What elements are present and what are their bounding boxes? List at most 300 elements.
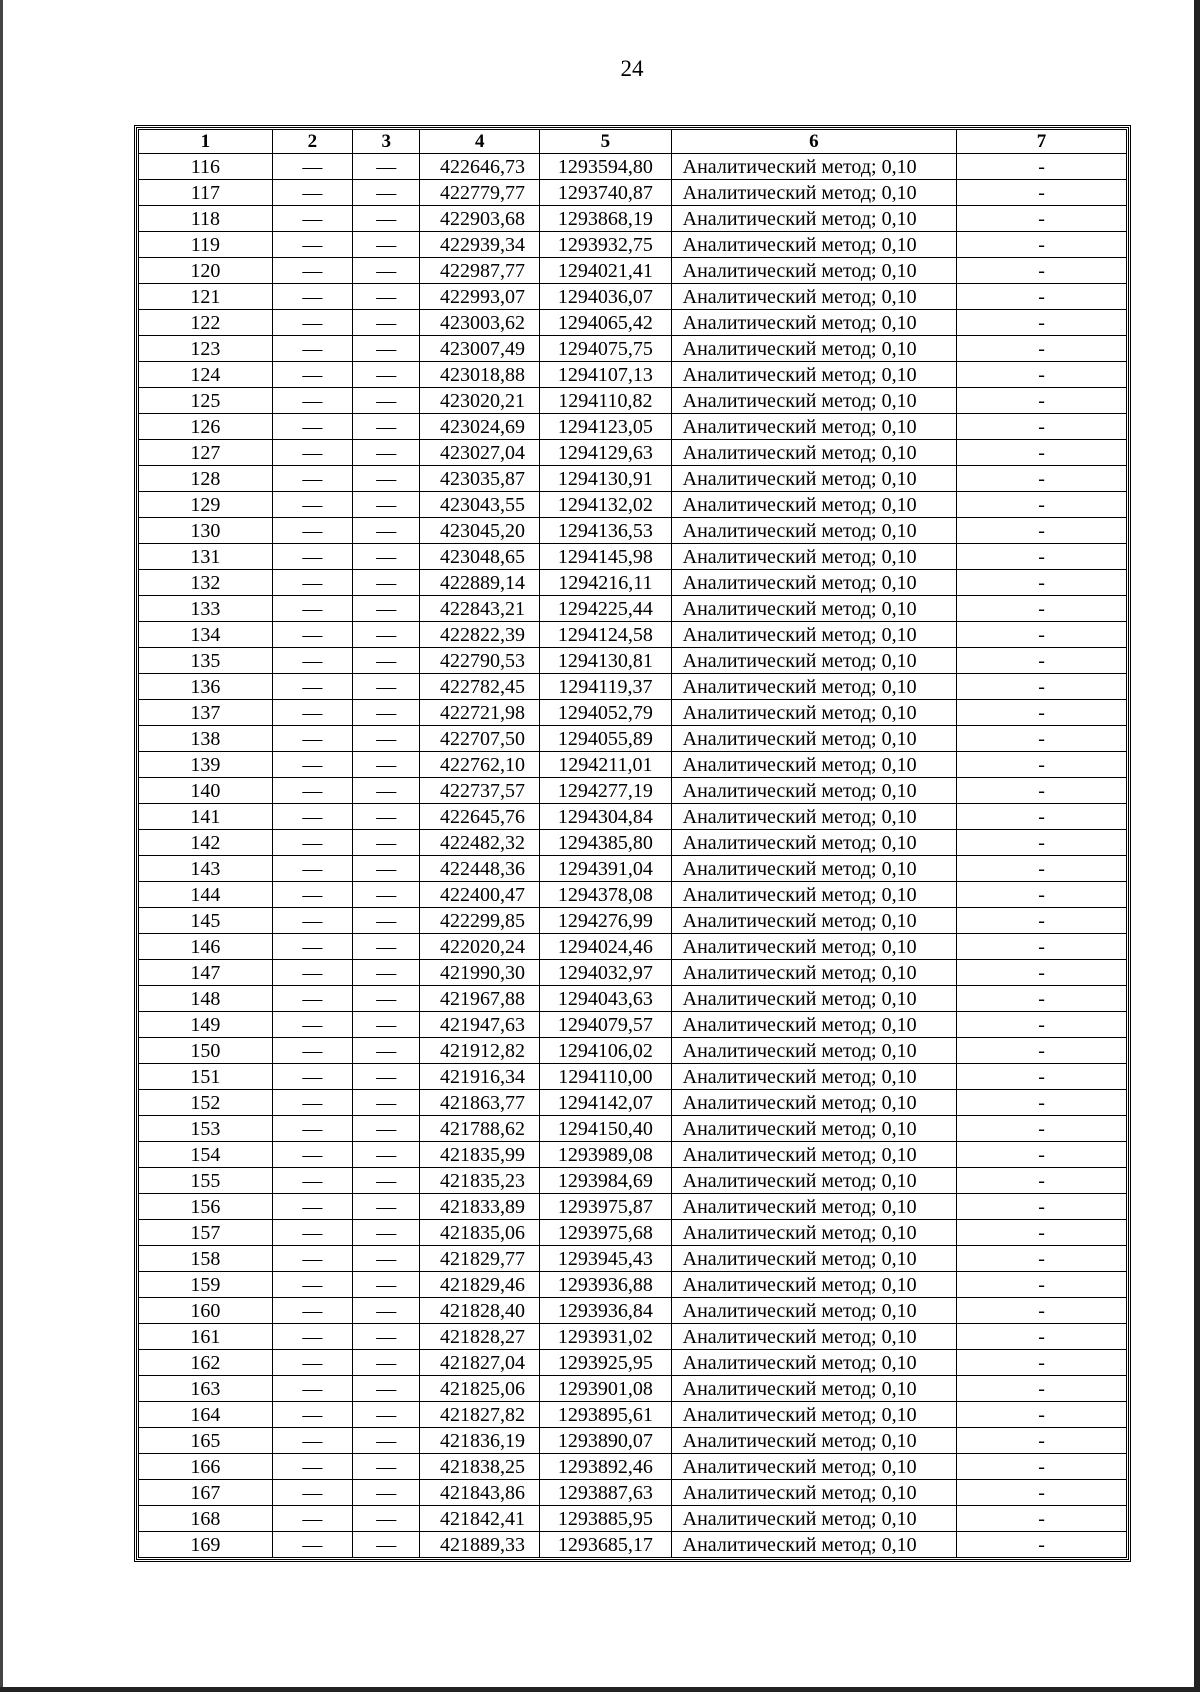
point-number-cell: 152 <box>139 1090 273 1116</box>
method-accuracy-cell: Аналитический метод; 0,10 <box>671 1194 956 1220</box>
y-coordinate-cell: 1294075,75 <box>540 336 672 362</box>
col3-cell: — <box>353 830 420 856</box>
col7-cell: - <box>957 1246 1127 1272</box>
point-number-cell: 121 <box>139 284 273 310</box>
point-number-cell: 158 <box>139 1246 273 1272</box>
col2-cell: — <box>272 856 352 882</box>
col3-cell: — <box>353 1090 420 1116</box>
col7-cell: - <box>957 752 1127 778</box>
point-number-cell: 134 <box>139 622 273 648</box>
col2-cell: — <box>272 1454 352 1480</box>
method-accuracy-cell: Аналитический метод; 0,10 <box>671 1428 956 1454</box>
method-accuracy-cell: Аналитический метод; 0,10 <box>671 1480 956 1506</box>
table-row <box>139 310 1127 336</box>
col7-cell: - <box>957 674 1127 700</box>
point-number-cell: 147 <box>139 960 273 986</box>
table-row <box>139 206 1127 232</box>
x-coordinate-cell: 423007,49 <box>420 336 540 362</box>
point-number-cell: 145 <box>139 908 273 934</box>
col3-cell: — <box>353 310 420 336</box>
method-accuracy-cell: Аналитический метод; 0,10 <box>671 596 956 622</box>
col3-cell: — <box>353 1116 420 1142</box>
y-coordinate-cell: 1293984,69 <box>540 1168 672 1194</box>
col2-cell: — <box>272 752 352 778</box>
col7-cell: - <box>957 1532 1127 1558</box>
col3-cell: — <box>353 1454 420 1480</box>
y-coordinate-cell: 1294110,82 <box>540 388 672 414</box>
point-number-cell: 149 <box>139 1012 273 1038</box>
table-row <box>139 1428 1127 1454</box>
y-coordinate-cell: 1293936,84 <box>540 1298 672 1324</box>
point-number-cell: 123 <box>139 336 273 362</box>
point-number-cell: 144 <box>139 882 273 908</box>
col7-cell: - <box>957 856 1127 882</box>
column-header-2: 2 <box>272 130 352 154</box>
y-coordinate-cell: 1294055,89 <box>540 726 672 752</box>
col7-cell: - <box>957 960 1127 986</box>
col7-cell: - <box>957 700 1127 726</box>
col2-cell: — <box>272 596 352 622</box>
y-coordinate-cell: 1294021,41 <box>540 258 672 284</box>
point-number-cell: 153 <box>139 1116 273 1142</box>
table-row <box>139 232 1127 258</box>
col7-cell: - <box>957 726 1127 752</box>
method-accuracy-cell: Аналитический метод; 0,10 <box>671 934 956 960</box>
table-row <box>139 856 1127 882</box>
col2-cell: — <box>272 284 352 310</box>
method-accuracy-cell: Аналитический метод; 0,10 <box>671 1064 956 1090</box>
x-coordinate-cell: 422020,24 <box>420 934 540 960</box>
table-row <box>139 388 1127 414</box>
x-coordinate-cell: 421889,33 <box>420 1532 540 1558</box>
point-number-cell: 166 <box>139 1454 273 1480</box>
col7-cell: - <box>957 180 1127 206</box>
point-number-cell: 133 <box>139 596 273 622</box>
x-coordinate-cell: 422299,85 <box>420 908 540 934</box>
point-number-cell: 164 <box>139 1402 273 1428</box>
method-accuracy-cell: Аналитический метод; 0,10 <box>671 830 956 856</box>
table-row <box>139 284 1127 310</box>
y-coordinate-cell: 1294119,37 <box>540 674 672 700</box>
col2-cell: — <box>272 466 352 492</box>
method-accuracy-cell: Аналитический метод; 0,10 <box>671 1246 956 1272</box>
x-coordinate-cell: 421990,30 <box>420 960 540 986</box>
x-coordinate-cell: 422987,77 <box>420 258 540 284</box>
col3-cell: — <box>353 414 420 440</box>
y-coordinate-cell: 1294385,80 <box>540 830 672 856</box>
point-number-cell: 141 <box>139 804 273 830</box>
col3-cell: — <box>353 232 420 258</box>
point-number-cell: 120 <box>139 258 273 284</box>
point-number-cell: 129 <box>139 492 273 518</box>
table-row <box>139 258 1127 284</box>
coordinates-table-frame <box>134 125 1131 1562</box>
x-coordinate-cell: 422889,14 <box>420 570 540 596</box>
col3-cell: — <box>353 960 420 986</box>
point-number-cell: 163 <box>139 1376 273 1402</box>
table-row <box>139 726 1127 752</box>
point-number-cell: 126 <box>139 414 273 440</box>
method-accuracy-cell: Аналитический метод; 0,10 <box>671 1532 956 1558</box>
y-coordinate-cell: 1293892,46 <box>540 1454 672 1480</box>
col2-cell: — <box>272 726 352 752</box>
x-coordinate-cell: 421829,77 <box>420 1246 540 1272</box>
point-number-cell: 130 <box>139 518 273 544</box>
col3-cell: — <box>353 1506 420 1532</box>
col7-cell: - <box>957 154 1127 180</box>
col3-cell: — <box>353 934 420 960</box>
table-row <box>139 1220 1127 1246</box>
col2-cell: — <box>272 908 352 934</box>
y-coordinate-cell: 1294276,99 <box>540 908 672 934</box>
col3-cell: — <box>353 1298 420 1324</box>
scan-edge-left <box>0 0 3 1692</box>
y-coordinate-cell: 1294032,97 <box>540 960 672 986</box>
method-accuracy-cell: Аналитический метод; 0,10 <box>671 1454 956 1480</box>
col7-cell: - <box>957 1480 1127 1506</box>
col2-cell: — <box>272 622 352 648</box>
x-coordinate-cell: 422779,77 <box>420 180 540 206</box>
y-coordinate-cell: 1294150,40 <box>540 1116 672 1142</box>
coordinates-table <box>138 129 1127 1558</box>
point-number-cell: 159 <box>139 1272 273 1298</box>
col2-cell: — <box>272 180 352 206</box>
col3-cell: — <box>353 284 420 310</box>
col3-cell: — <box>353 778 420 804</box>
y-coordinate-cell: 1293901,08 <box>540 1376 672 1402</box>
method-accuracy-cell: Аналитический метод; 0,10 <box>671 492 956 518</box>
method-accuracy-cell: Аналитический метод; 0,10 <box>671 882 956 908</box>
col3-cell: — <box>353 1272 420 1298</box>
col7-cell: - <box>957 882 1127 908</box>
col7-cell: - <box>957 232 1127 258</box>
col7-cell: - <box>957 1324 1127 1350</box>
table-row <box>139 1454 1127 1480</box>
col7-cell: - <box>957 778 1127 804</box>
table-row <box>139 1142 1127 1168</box>
x-coordinate-cell: 422843,21 <box>420 596 540 622</box>
x-coordinate-cell: 421825,06 <box>420 1376 540 1402</box>
col7-cell: - <box>957 310 1127 336</box>
column-header-1: 1 <box>139 130 273 154</box>
col3-cell: — <box>353 570 420 596</box>
col7-cell: - <box>957 388 1127 414</box>
x-coordinate-cell: 421947,63 <box>420 1012 540 1038</box>
col7-cell: - <box>957 284 1127 310</box>
point-number-cell: 150 <box>139 1038 273 1064</box>
x-coordinate-cell: 421835,06 <box>420 1220 540 1246</box>
col2-cell: — <box>272 1142 352 1168</box>
col2-cell: — <box>272 206 352 232</box>
col3-cell: — <box>353 856 420 882</box>
table-row <box>139 1116 1127 1142</box>
table-row <box>139 1012 1127 1038</box>
y-coordinate-cell: 1293868,19 <box>540 206 672 232</box>
point-number-cell: 128 <box>139 466 273 492</box>
table-row <box>139 1402 1127 1428</box>
point-number-cell: 154 <box>139 1142 273 1168</box>
x-coordinate-cell: 423003,62 <box>420 310 540 336</box>
point-number-cell: 135 <box>139 648 273 674</box>
method-accuracy-cell: Аналитический метод; 0,10 <box>671 1142 956 1168</box>
col2-cell: — <box>272 778 352 804</box>
point-number-cell: 122 <box>139 310 273 336</box>
column-header-5: 5 <box>540 130 672 154</box>
method-accuracy-cell: Аналитический метод; 0,10 <box>671 856 956 882</box>
y-coordinate-cell: 1294079,57 <box>540 1012 672 1038</box>
col7-cell: - <box>957 1194 1127 1220</box>
table-row <box>139 362 1127 388</box>
col3-cell: — <box>353 1532 420 1558</box>
table-row <box>139 934 1127 960</box>
table-row <box>139 1350 1127 1376</box>
col2-cell: — <box>272 960 352 986</box>
point-number-cell: 132 <box>139 570 273 596</box>
y-coordinate-cell: 1294107,13 <box>540 362 672 388</box>
x-coordinate-cell: 422645,76 <box>420 804 540 830</box>
x-coordinate-cell: 421863,77 <box>420 1090 540 1116</box>
table-row <box>139 986 1127 1012</box>
table-row <box>139 1298 1127 1324</box>
table-row <box>139 804 1127 830</box>
point-number-cell: 139 <box>139 752 273 778</box>
x-coordinate-cell: 421843,86 <box>420 1480 540 1506</box>
method-accuracy-cell: Аналитический метод; 0,10 <box>671 622 956 648</box>
col2-cell: — <box>272 492 352 518</box>
col7-cell: - <box>957 1428 1127 1454</box>
y-coordinate-cell: 1294106,02 <box>540 1038 672 1064</box>
y-coordinate-cell: 1293925,95 <box>540 1350 672 1376</box>
y-coordinate-cell: 1293975,68 <box>540 1220 672 1246</box>
table-row <box>139 492 1127 518</box>
col7-cell: - <box>957 830 1127 856</box>
scan-edge-bottom <box>0 1687 1200 1692</box>
x-coordinate-cell: 421835,23 <box>420 1168 540 1194</box>
point-number-cell: 137 <box>139 700 273 726</box>
table-row <box>139 700 1127 726</box>
col7-cell: - <box>957 466 1127 492</box>
x-coordinate-cell: 421833,89 <box>420 1194 540 1220</box>
col2-cell: — <box>272 648 352 674</box>
point-number-cell: 162 <box>139 1350 273 1376</box>
x-coordinate-cell: 422482,32 <box>420 830 540 856</box>
col3-cell: — <box>353 726 420 752</box>
point-number-cell: 157 <box>139 1220 273 1246</box>
col7-cell: - <box>957 440 1127 466</box>
table-row <box>139 1090 1127 1116</box>
scan-edge-right <box>1194 0 1200 1692</box>
col7-cell: - <box>957 1168 1127 1194</box>
col3-cell: — <box>353 596 420 622</box>
method-accuracy-cell: Аналитический метод; 0,10 <box>671 232 956 258</box>
col7-cell: - <box>957 1064 1127 1090</box>
col3-cell: — <box>353 674 420 700</box>
col2-cell: — <box>272 700 352 726</box>
point-number-cell: 116 <box>139 154 273 180</box>
table-row <box>139 622 1127 648</box>
x-coordinate-cell: 422790,53 <box>420 648 540 674</box>
col2-cell: — <box>272 1376 352 1402</box>
y-coordinate-cell: 1294145,98 <box>540 544 672 570</box>
method-accuracy-cell: Аналитический метод; 0,10 <box>671 440 956 466</box>
method-accuracy-cell: Аналитический метод; 0,10 <box>671 986 956 1012</box>
col3-cell: — <box>353 648 420 674</box>
col7-cell: - <box>957 492 1127 518</box>
method-accuracy-cell: Аналитический метод; 0,10 <box>671 700 956 726</box>
col2-cell: — <box>272 1012 352 1038</box>
col3-cell: — <box>353 544 420 570</box>
col2-cell: — <box>272 830 352 856</box>
col2-cell: — <box>272 1324 352 1350</box>
method-accuracy-cell: Аналитический метод; 0,10 <box>671 388 956 414</box>
x-coordinate-cell: 422762,10 <box>420 752 540 778</box>
col2-cell: — <box>272 518 352 544</box>
y-coordinate-cell: 1294277,19 <box>540 778 672 804</box>
col3-cell: — <box>353 1246 420 1272</box>
col7-cell: - <box>957 622 1127 648</box>
point-number-cell: 160 <box>139 1298 273 1324</box>
col7-cell: - <box>957 1350 1127 1376</box>
y-coordinate-cell: 1293945,43 <box>540 1246 672 1272</box>
table-row <box>139 1168 1127 1194</box>
y-coordinate-cell: 1293887,63 <box>540 1480 672 1506</box>
x-coordinate-cell: 421829,46 <box>420 1272 540 1298</box>
table-row <box>139 1038 1127 1064</box>
x-coordinate-cell: 421967,88 <box>420 986 540 1012</box>
col2-cell: — <box>272 1168 352 1194</box>
method-accuracy-cell: Аналитический метод; 0,10 <box>671 778 956 804</box>
y-coordinate-cell: 1294052,79 <box>540 700 672 726</box>
method-accuracy-cell: Аналитический метод; 0,10 <box>671 518 956 544</box>
col7-cell: - <box>957 570 1127 596</box>
method-accuracy-cell: Аналитический метод; 0,10 <box>671 154 956 180</box>
method-accuracy-cell: Аналитический метод; 0,10 <box>671 1506 956 1532</box>
x-coordinate-cell: 421842,41 <box>420 1506 540 1532</box>
x-coordinate-cell: 423020,21 <box>420 388 540 414</box>
table-row <box>139 674 1127 700</box>
y-coordinate-cell: 1294132,02 <box>540 492 672 518</box>
x-coordinate-cell: 421827,82 <box>420 1402 540 1428</box>
y-coordinate-cell: 1294036,07 <box>540 284 672 310</box>
col3-cell: — <box>353 804 420 830</box>
method-accuracy-cell: Аналитический метод; 0,10 <box>671 1376 956 1402</box>
col2-cell: — <box>272 934 352 960</box>
col7-cell: - <box>957 414 1127 440</box>
x-coordinate-cell: 421827,04 <box>420 1350 540 1376</box>
col2-cell: — <box>272 414 352 440</box>
y-coordinate-cell: 1293685,17 <box>540 1532 672 1558</box>
col7-cell: - <box>957 362 1127 388</box>
col3-cell: — <box>353 1038 420 1064</box>
y-coordinate-cell: 1293931,02 <box>540 1324 672 1350</box>
table-row <box>139 154 1127 180</box>
table-row <box>139 1532 1127 1558</box>
x-coordinate-cell: 422400,47 <box>420 882 540 908</box>
col3-cell: — <box>353 336 420 362</box>
x-coordinate-cell: 422707,50 <box>420 726 540 752</box>
col2-cell: — <box>272 1064 352 1090</box>
point-number-cell: 140 <box>139 778 273 804</box>
x-coordinate-cell: 422822,39 <box>420 622 540 648</box>
y-coordinate-cell: 1294130,81 <box>540 648 672 674</box>
col7-cell: - <box>957 544 1127 570</box>
method-accuracy-cell: Аналитический метод; 0,10 <box>671 1272 956 1298</box>
table-row <box>139 1376 1127 1402</box>
x-coordinate-cell: 422737,57 <box>420 778 540 804</box>
col2-cell: — <box>272 1506 352 1532</box>
table-row <box>139 908 1127 934</box>
col7-cell: - <box>957 1142 1127 1168</box>
col3-cell: — <box>353 466 420 492</box>
point-number-cell: 151 <box>139 1064 273 1090</box>
method-accuracy-cell: Аналитический метод; 0,10 <box>671 1090 956 1116</box>
col2-cell: — <box>272 1532 352 1558</box>
table-row <box>139 1480 1127 1506</box>
col3-cell: — <box>353 258 420 284</box>
col2-cell: — <box>272 674 352 700</box>
col3-cell: — <box>353 518 420 544</box>
col2-cell: — <box>272 310 352 336</box>
y-coordinate-cell: 1294123,05 <box>540 414 672 440</box>
point-number-cell: 148 <box>139 986 273 1012</box>
table-row <box>139 778 1127 804</box>
col2-cell: — <box>272 570 352 596</box>
col2-cell: — <box>272 258 352 284</box>
col7-cell: - <box>957 648 1127 674</box>
col3-cell: — <box>353 1168 420 1194</box>
point-number-cell: 131 <box>139 544 273 570</box>
y-coordinate-cell: 1293936,88 <box>540 1272 672 1298</box>
point-number-cell: 169 <box>139 1532 273 1558</box>
point-number-cell: 118 <box>139 206 273 232</box>
col3-cell: — <box>353 1220 420 1246</box>
col3-cell: — <box>353 986 420 1012</box>
col2-cell: — <box>272 1090 352 1116</box>
col2-cell: — <box>272 388 352 414</box>
col7-cell: - <box>957 1012 1127 1038</box>
col2-cell: — <box>272 1246 352 1272</box>
method-accuracy-cell: Аналитический метод; 0,10 <box>671 648 956 674</box>
method-accuracy-cell: Аналитический метод; 0,10 <box>671 674 956 700</box>
method-accuracy-cell: Аналитический метод; 0,10 <box>671 310 956 336</box>
col2-cell: — <box>272 1194 352 1220</box>
table-body <box>139 154 1127 1558</box>
x-coordinate-cell: 423048,65 <box>420 544 540 570</box>
method-accuracy-cell: Аналитический метод; 0,10 <box>671 414 956 440</box>
method-accuracy-cell: Аналитический метод; 0,10 <box>671 1298 956 1324</box>
col2-cell: — <box>272 544 352 570</box>
col2-cell: — <box>272 1116 352 1142</box>
col7-cell: - <box>957 1376 1127 1402</box>
point-number-cell: 142 <box>139 830 273 856</box>
method-accuracy-cell: Аналитический метод; 0,10 <box>671 1168 956 1194</box>
table-row <box>139 596 1127 622</box>
col3-cell: — <box>353 1194 420 1220</box>
method-accuracy-cell: Аналитический метод; 0,10 <box>671 1402 956 1428</box>
y-coordinate-cell: 1294391,04 <box>540 856 672 882</box>
point-number-cell: 168 <box>139 1506 273 1532</box>
point-number-cell: 124 <box>139 362 273 388</box>
y-coordinate-cell: 1293740,87 <box>540 180 672 206</box>
method-accuracy-cell: Аналитический метод; 0,10 <box>671 336 956 362</box>
table-row <box>139 336 1127 362</box>
y-coordinate-cell: 1293594,80 <box>540 154 672 180</box>
y-coordinate-cell: 1293975,87 <box>540 1194 672 1220</box>
table-row <box>139 1272 1127 1298</box>
col7-cell: - <box>957 258 1127 284</box>
table-row <box>139 1506 1127 1532</box>
col3-cell: — <box>353 1376 420 1402</box>
